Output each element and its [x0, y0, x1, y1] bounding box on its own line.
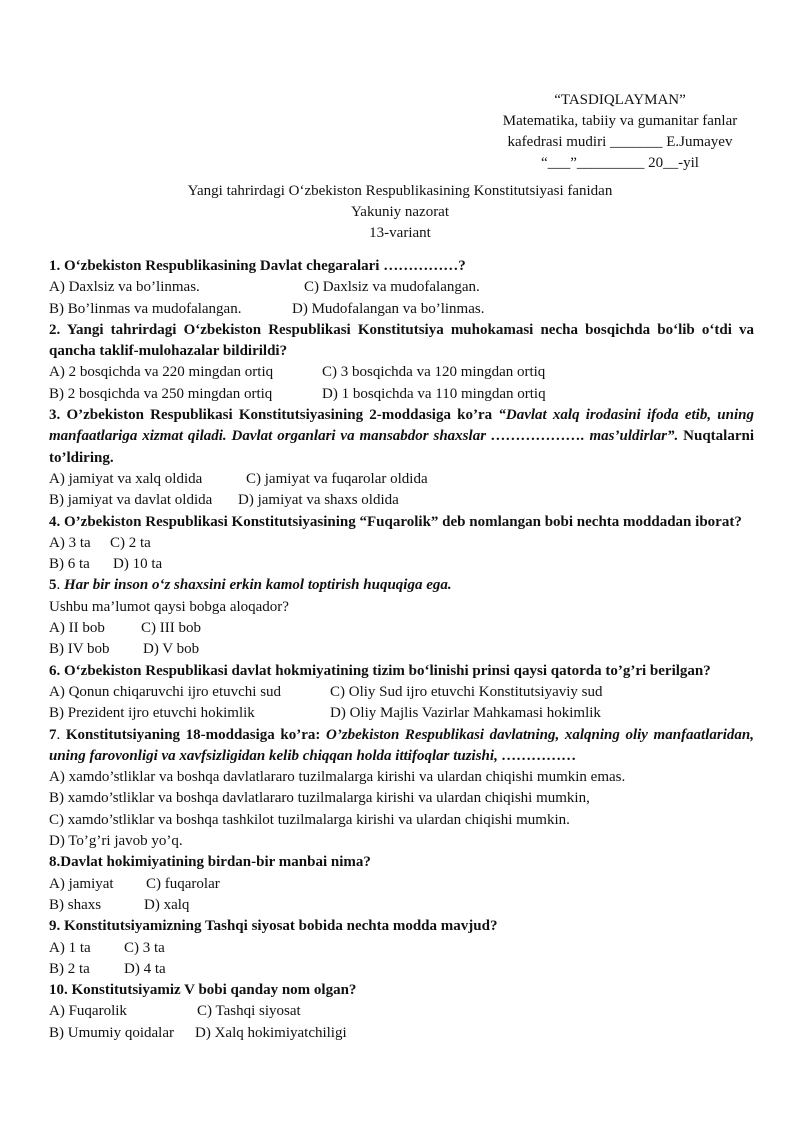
options-row [49, 299, 754, 320]
option-b: B) 2 ta [49, 960, 90, 977]
approval-block [480, 90, 760, 174]
options-row [49, 362, 754, 383]
option-c: C) jamiyat va fuqarolar oldida [246, 470, 428, 487]
option-d: D) To’g’ri javob yo’q. [49, 833, 183, 850]
question-9: 9. Konstitutsiyamizning Tashqi siyosat bobida nechta modda mavjud? [49, 918, 498, 935]
option-c: C) Oliy Sud ijro etuvchi Konstitutsiyaviy sud [330, 683, 603, 700]
option-a: A) 2 bosqichda va 220 mingdan ortiq [49, 364, 274, 381]
option-a: A) jamiyat [49, 875, 114, 892]
option-a: A) jamiyat va xalq oldida [49, 470, 203, 487]
options-row [49, 469, 754, 490]
questions-list [49, 256, 754, 1044]
option-d: D) jamiyat va shaxs oldida [238, 492, 399, 509]
question-3-end: Nuqtalarni to’ldiring. [49, 428, 754, 466]
options-row [49, 682, 754, 703]
option-d: D) Xalq hokimiyatchiligi [195, 1024, 347, 1041]
option-c: C) Daxlsiz va mudofalangan. [304, 279, 480, 296]
question-8 [49, 852, 754, 873]
option-c: C) 2 ta [110, 534, 151, 551]
question-6: 6. O‘zbekiston Respublikasi davlat hokmiyatining tizim bo‘linishi prinsi qaysi qatorda to’g’ri berilgan? [49, 662, 711, 679]
option-b: B) 2 bosqichda va 250 mingdan ortiq [49, 385, 273, 402]
option-c: C) Tashqi siyosat [197, 1003, 301, 1020]
option-d: D) V bob [143, 641, 200, 658]
option-c: C) xamdo’stliklar va boshqa tashkilot tuzilmalarga kirishi va ulardan chiqishi mumkin. [49, 811, 570, 828]
question-7-start: Konstitutsiyaning 18-moddasiga ko’ra: [65, 726, 326, 743]
question-2: 2. Yangi tahrirdagi O‘zbekiston Respublikasi Konstitutsiya muhokamasi necha bosqichda bo‘lib o‘tdi va qancha taklif-mulohazalar bildirildi? [49, 321, 754, 360]
approval-head: kafedrasi mudiri _______ E.Jumayev [507, 134, 733, 150]
approval-heading: “TASDIQLAYMAN” [554, 92, 686, 108]
question-5-number: 5 [49, 577, 57, 594]
options-row [49, 533, 754, 554]
question-7 [49, 725, 754, 768]
options-row [49, 959, 754, 980]
question-5 [49, 575, 754, 596]
option-a: A) xamdo’stliklar va boshqa davlatlararo tuzilmalarga kirishi va ulardan chiqishi mumkin emas. [49, 769, 626, 786]
option-b: B) shaxs [49, 896, 102, 913]
option-a: A) Fuqarolik [49, 1003, 127, 1020]
option-a: A) 1 ta [49, 939, 91, 956]
approval-date: “___”_________ 20__-yil [541, 155, 699, 171]
option-d: D) Mudofalangan va bo’linmas. [292, 300, 485, 317]
question-8-number: 8 [49, 854, 57, 871]
options-row [49, 639, 754, 660]
option-b: B) Umumiy qoidalar [49, 1024, 174, 1041]
option-c: C) 3 bosqichda va 120 mingdan ortiq [322, 364, 546, 381]
options-row [49, 384, 754, 405]
option-c: C) 3 ta [124, 939, 165, 956]
option-a: A) II bob [49, 620, 105, 637]
approval-department: Matematika, tabiiy va gumanitar fanlar [502, 113, 738, 129]
option-c: C) III bob [141, 620, 201, 637]
question-3-quote: “Davlat xalq irodasini ifoda etib, uning manfaatlariga xizmat qiladi. Davlat organlari va mansabdor shaxslar ………………. mas’uldirlar”. [49, 407, 754, 445]
options-row [49, 703, 754, 724]
option-b: B) IV bob [49, 641, 110, 658]
document-title [0, 181, 800, 244]
question-4: 4. O’zbekiston Respublikasi Konstitutsiyasining “Fuqarolik” deb nomlangan bobi nechta moddadan iborat? [49, 513, 742, 530]
options-row [49, 554, 754, 575]
subject-line: Yangi tahrirdagi O‘zbekiston Respublikasining Konstitutsiyasi fanidan [187, 183, 613, 199]
option-b: B) jamiyat va davlat oldida [49, 492, 213, 509]
question-7-quote: O’zbekiston Respublikasi davlatning, xalqning oliy manfaatlaridan, uning farovonligi va xavfsizligidan kelib chiqqan holda ittifoqlar tuzishi, …………… [49, 726, 754, 764]
option-d: D) 1 bosqichda va 110 mingdan ortiq [322, 385, 546, 402]
options-row [49, 1023, 754, 1044]
options-row [49, 874, 754, 895]
question-3-start: 3. O’zbekiston Respublikasi Konstitutsiyasining 2-moddasiga ko’ra [49, 407, 499, 424]
options-row [49, 895, 754, 916]
option-d: D) xalq [144, 896, 190, 913]
option-b: B) Bo’linmas va mudofalangan. [49, 300, 242, 317]
question-7-dot: . [56, 726, 66, 743]
options-row [49, 277, 754, 298]
option-b: B) xamdo’stliklar va boshqa davlatlararo tuzilmalarga kirishi va ulardan chiqishi mumkin, [49, 790, 590, 807]
question-7-number: 7 [49, 726, 57, 743]
variant-number: 13-variant [369, 225, 431, 241]
option-b: B) Prezident ijro etuvchi hokimlik [49, 705, 255, 722]
option-c: C) fuqarolar [146, 875, 220, 892]
question-1: 1. O‘zbekiston Respublikasining Davlat chegaralari ……………? [49, 258, 466, 274]
question-5-statement: Har bir inson o‘z shaxsini erkin kamol toptirish huquqiga ega. [64, 577, 452, 594]
options-row [49, 1001, 754, 1022]
question-5-dot: . [56, 577, 64, 594]
option-a: A) Qonun chiqaruvchi ijro etuvchi sud [49, 683, 282, 700]
option-d: D) 4 ta [124, 960, 166, 977]
question-10: 10. Konstitutsiyamiz V bobi qanday nom olgan? [49, 982, 357, 999]
option-a: A) 3 ta [49, 534, 91, 551]
question-8-text: .Davlat hokimiyatining birdan-bir manbai nima? [56, 854, 371, 871]
option-b: B) 6 ta [49, 556, 90, 573]
option-d: D) 10 ta [113, 556, 163, 573]
question-5-prompt: Ushbu ma’lumot qaysi bobga aloqador? [49, 598, 289, 615]
option-a: A) Daxlsiz va bo’linmas. [49, 279, 200, 296]
option-d: D) Oliy Majlis Vazirlar Mahkamasi hokimlik [330, 705, 601, 722]
options-row [49, 618, 754, 639]
exam-type: Yakuniy nazorat [350, 204, 450, 220]
options-row [49, 490, 754, 511]
options-row [49, 938, 754, 959]
question-3 [49, 405, 754, 469]
